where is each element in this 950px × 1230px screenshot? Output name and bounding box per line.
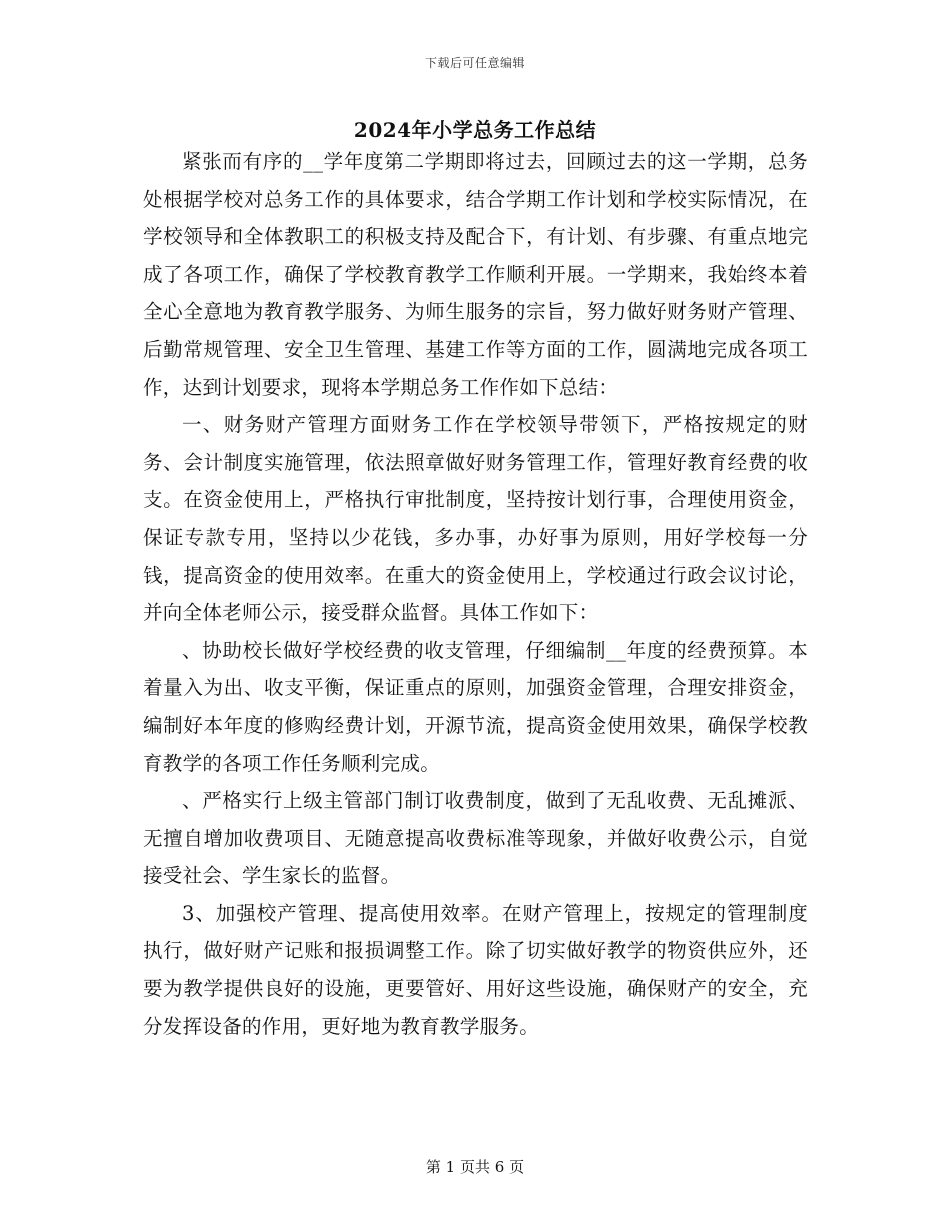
document-body — [143, 143, 808, 1045]
paragraph-budget: 、协助校长做好学校经费的收支管理，仔细编制__年度的经费预算。本着量入为出、收支平衡，保证重点的原则，加强资金管理，合理安排资金，编制好本年度的修购经费计划，开源节流，提高资金使用效果，确保学校教育教学的各项工作任务顺利完成。 — [143, 638, 808, 775]
paragraph-fees: 、严格实行上级主管部门制订收费制度，做到了无乱收费、无乱摊派、无擅自增加收费项目、无随意提高收费标准等现象，并做好收费公示，自觉接受社会、学生家长的监督。 — [143, 789, 808, 888]
paragraph-intro: 紧张而有序的__学年度第二学期即将过去，回顾过去的这一学期，总务处根据学校对总务工作的具体要求，结合学期工作计划和学校实际情况，在学校领导和全体教职工的积极支持及配合下，有计划、有步骤、有重点地完成了各项工作，确保了学校教育教学工作顺利开展。一学期来，我始终本着全心全意地为教育教学服务、为师生服务的宗旨，努力做好财务财产管理、后勤常规管理、安全卫生管理、基建工作等方面的工作，圆满地完成各项工作，达到计划要求，现将本学期总务工作作如下总结： — [143, 150, 808, 399]
document-title: 2024年小学总务工作总结 — [353, 118, 597, 142]
page-number: 第 1 页共 6 页 — [425, 1158, 525, 1176]
paragraph-assets: 3、加强校产管理、提高使用效率。在财产管理上，按规定的管理制度执行，做好财产记账和报损调整工作。除了切实做好教学的物资供应外，还要为教学提供良好的设施，更要管好、用好这些设施，确保财产的安全，充分发挥设备的作用，更好地为教育教学服务。 — [143, 901, 808, 1038]
paragraph-finance: 一、财务财产管理方面财务工作在学校领导带领下，严格按规定的财务、会计制度实施管理，依法照章做好财务管理工作，管理好教育经费的收支。在资金使用上，严格执行审批制度，坚持按计划行事，合理使用资金，保证专款专用，坚持以少花钱，多办事，办好事为原则，用好学校每一分钱，提高资金的使用效率。在重大的资金使用上，学校通过行政会议讨论，并向全体老师公示，接受群众监督。具体工作如下： — [143, 413, 808, 625]
header-note: 下载后可任意编辑 — [424, 56, 525, 70]
